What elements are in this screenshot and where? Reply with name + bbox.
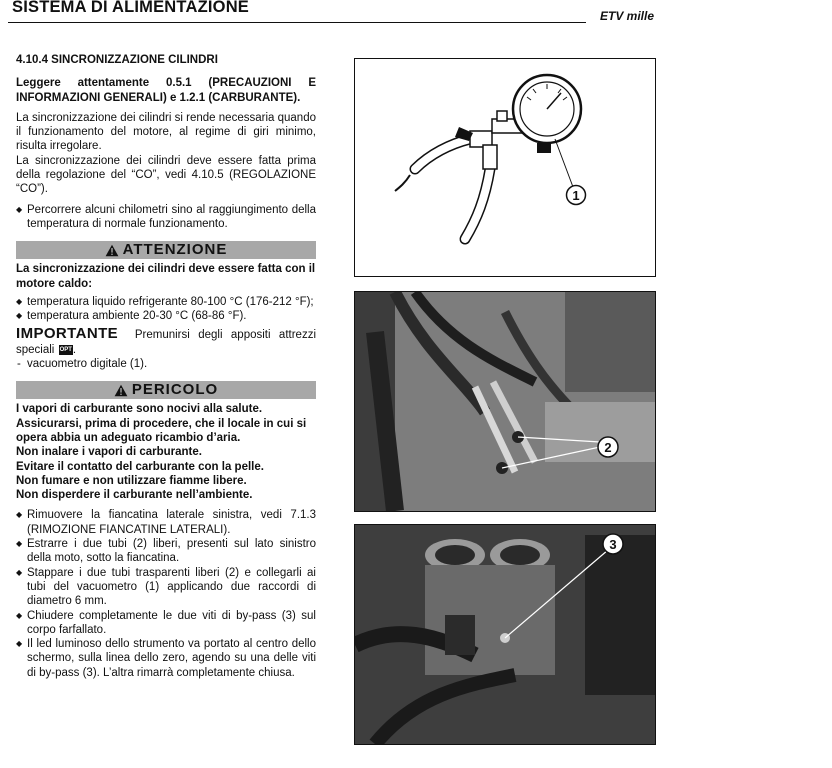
procedure-step: ◆ Chiudere completamente le due viti di by-pass (3) sul corpo farfallato. <box>16 609 316 638</box>
procedure-step: ◆ Rimuovere la fiancatina laterale sinistra, vedi 7.1.3 (RIMOZIONE FIANCATINE LATERALI). <box>16 508 316 537</box>
page-header-model: ETV mille <box>600 9 655 23</box>
section-title: 4.10.4 SINCRONIZZAZIONE CILINDRI <box>16 54 218 66</box>
intro-paragraph-1: La sincronizzazione dei cilindri si rende necessaria quando il funzionamento del motore, al regime di giri minimo, risulta irregolare. <box>16 111 316 153</box>
figure-free-tubes-photo <box>354 291 656 512</box>
pericolo-line: Non fumare e non utilizzare fiamme libere. <box>16 474 247 487</box>
pericolo-line: Evitare il contatto del carburante con la pelle. <box>16 460 264 473</box>
page-header-title: SISTEMA DI ALIMENTAZIONE <box>12 0 250 16</box>
warmup-bullet: ◆ Percorrere alcuni chilometri sino al raggiungimento della temperatura di normale funzionamento. <box>16 203 316 232</box>
attenzione-label: ATTENZIONE <box>122 241 228 259</box>
pericolo-label: PERICOLO <box>131 381 219 399</box>
engine-tubes-photo <box>355 292 655 511</box>
procedure-step: ◆ Stappare i due tubi trasparenti liberi (2) e collegarli ai tubi del vacuometro (1) applicando due raccordi di diametro 6 mm. <box>16 566 316 609</box>
vacuum-gauge-drawing <box>355 59 655 276</box>
importante-text: Premunirsi degli appositi attrezzi speciali <box>16 329 317 356</box>
attenzione-item: ◆ temperatura liquido refrigerante 80-100 °C (176-212 °F); <box>16 295 316 309</box>
pericolo-line: Non disperdere il carburante nell’ambiente. <box>16 489 253 502</box>
attenzione-item: ◆ temperatura ambiente 20-30 °C (68-86 °F). <box>16 309 316 323</box>
header-rule <box>8 22 586 23</box>
importante-label: IMPORTANTE <box>16 325 119 343</box>
pericolo-banner <box>16 381 316 399</box>
figure-vacuum-gauge <box>354 58 656 277</box>
warning-triangle-icon <box>114 384 128 397</box>
importante-note: IMPORTANTE Premunirsi degli appositi attrezzi speciali OPT. <box>16 325 317 356</box>
pericolo-line: Non inalare i vapori di carburante. <box>16 446 202 459</box>
intro-paragraph-2: La sincronizzazione dei cilindri deve essere fatta prima della regolazione del “CO”, vedi 4.10.5 (REGOLAZIONE “CO”). <box>16 154 316 196</box>
attenzione-text: La sincronizzazione dei cilindri deve essere fatta con il motore caldo: <box>16 263 316 290</box>
warning-triangle-icon <box>105 244 119 257</box>
pericolo-line: I vapori di carburante sono nocivi alla salute. <box>16 403 263 416</box>
callout-2: 2 <box>604 440 612 455</box>
importante-item: - vacuometro digitale (1). <box>16 357 316 371</box>
procedure-step: ◆ Il led luminoso dello strumento va portato al centro dello schermo, sulla linea dello zero, agendo su una delle viti di by-pass (3). L’altra rimarrà completamente chiusa. <box>16 637 316 680</box>
figure-bypass-screws-photo <box>354 524 656 745</box>
callout-3: 3 <box>609 537 617 552</box>
opt-tool-badge: OPT <box>59 346 72 353</box>
callout-1: 1 <box>572 188 580 203</box>
pericolo-line: Assicurarsi, prima di procedere, che il locale in cui si opera abbia un adeguato ricambio d’aria. <box>16 417 307 444</box>
text-column <box>16 53 316 680</box>
attenzione-banner <box>16 241 316 259</box>
throttle-body-photo <box>355 525 655 744</box>
procedure-step: ◆ Estrarre i due tubi (2) liberi, presenti sul lato sinistro della moto, sotto la fiancatina. <box>16 537 316 566</box>
read-note: Leggere attentamente 0.5.1 (PRECAUZIONI E INFORMAZIONI GENERALI) e 1.2.1 (CARBURANTE). <box>16 77 316 104</box>
